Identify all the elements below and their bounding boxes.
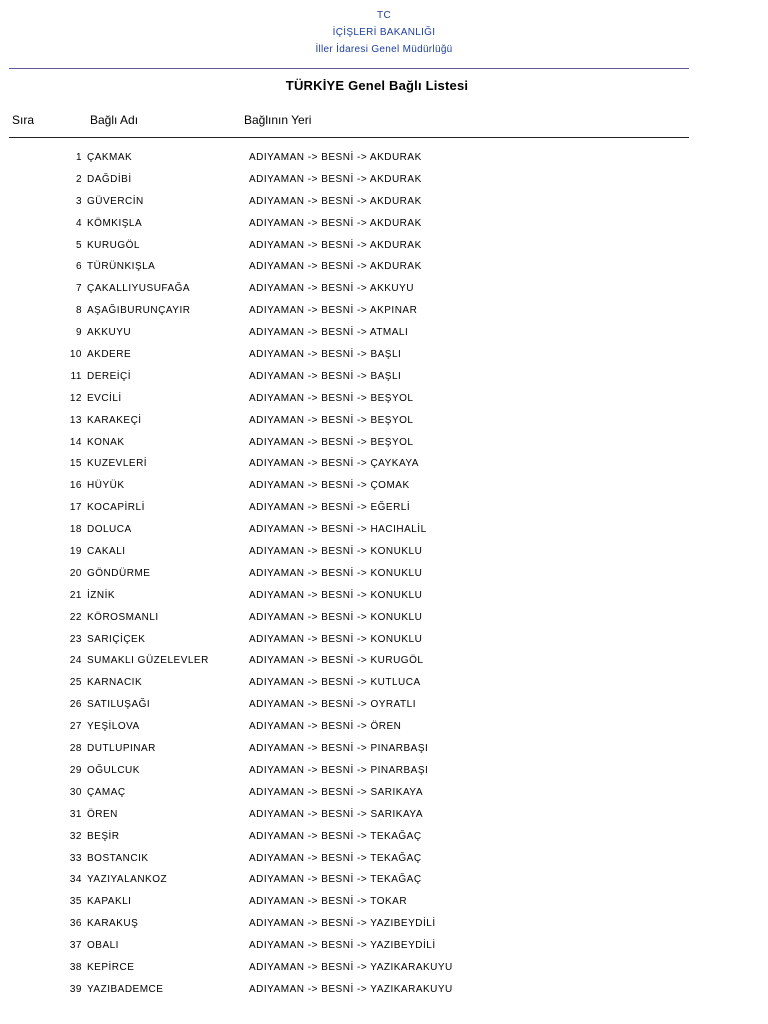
list-item: [0, 150, 768, 172]
row-bagli-adi: AKKUYU: [87, 327, 132, 339]
row-baglinin-yeri: ADIYAMAN -> BESNİ -> YAZIBEYDİLİ: [249, 918, 436, 930]
list-item: [0, 281, 768, 303]
header-ministry: İÇİŞLERİ BAKANLIĞI: [332, 27, 436, 38]
list-item: [0, 653, 768, 675]
record-list: [0, 150, 768, 1004]
row-bagli-adi: DEREİÇİ: [87, 370, 132, 382]
list-item: [0, 522, 768, 544]
row-number: 3: [75, 195, 82, 207]
header-directorate: İller İdaresi Genel Müdürlüğü: [315, 44, 453, 55]
row-baglinin-yeri: ADIYAMAN -> BESNİ -> AKDURAK: [249, 261, 422, 273]
row-baglinin-yeri: ADIYAMAN -> BESNİ -> YAZIKARAKUYU: [249, 961, 453, 973]
list-item: [0, 960, 768, 982]
list-item: [0, 194, 768, 216]
list-item: [0, 500, 768, 522]
row-number: 8: [75, 305, 82, 317]
row-number: 37: [69, 940, 82, 952]
row-bagli-adi: KURUGÖL: [87, 239, 140, 251]
row-baglinin-yeri: ADIYAMAN -> BESNİ -> EĞERLİ: [249, 502, 411, 514]
row-number: 36: [69, 918, 82, 930]
row-bagli-adi: CAKALI: [87, 546, 126, 558]
row-bagli-adi: SATILUŞAĞI: [87, 699, 151, 711]
row-bagli-adi: AKDERE: [87, 349, 132, 361]
row-bagli-adi: KAPAKLI: [87, 896, 132, 908]
list-item: [0, 872, 768, 894]
row-baglinin-yeri: ADIYAMAN -> BESNİ -> YAZIBEYDİLİ: [249, 940, 436, 952]
list-item: [0, 478, 768, 500]
column-header-bagli-adi: Bağlı Adı: [90, 113, 139, 127]
row-number: 29: [69, 764, 82, 776]
row-bagli-adi: ÇAKMAK: [87, 152, 133, 163]
row-number: 27: [69, 721, 82, 733]
row-baglinin-yeri: ADIYAMAN -> BESNİ -> BEŞYOL: [249, 436, 414, 448]
row-baglinin-yeri: ADIYAMAN -> BESNİ -> KONUKLU: [249, 589, 423, 601]
row-baglinin-yeri: ADIYAMAN -> BESNİ -> AKDURAK: [249, 217, 422, 229]
list-item: [0, 675, 768, 697]
row-number: 17: [69, 502, 82, 514]
row-number: 14: [69, 436, 82, 448]
list-item: [0, 697, 768, 719]
row-number: 2: [75, 173, 82, 185]
row-bagli-adi: TÜRÜNKIŞLA: [87, 261, 156, 273]
row-bagli-adi: OBALI: [87, 940, 119, 952]
row-number: 24: [69, 655, 82, 667]
row-baglinin-yeri: ADIYAMAN -> BESNİ -> HACIHALİL: [249, 524, 427, 536]
row-number: 7: [75, 283, 82, 295]
row-baglinin-yeri: ADIYAMAN -> BESNİ -> KUTLUCA: [249, 677, 421, 689]
row-bagli-adi: KARAKEÇİ: [87, 414, 142, 426]
row-baglinin-yeri: ADIYAMAN -> BESNİ -> KONUKLU: [249, 633, 423, 645]
list-item: [0, 216, 768, 238]
list-item: [0, 763, 768, 785]
list-item: [0, 325, 768, 347]
row-bagli-adi: HÜYÜK: [87, 480, 125, 492]
row-bagli-adi: KARAKUŞ: [87, 918, 139, 930]
row-baglinin-yeri: ADIYAMAN -> BESNİ -> AKDURAK: [249, 195, 422, 207]
list-item: [0, 391, 768, 413]
row-baglinin-yeri: ADIYAMAN -> BESNİ -> AKDURAK: [249, 239, 422, 251]
list-item: [0, 566, 768, 588]
row-bagli-adi: OĞULCUK: [87, 764, 140, 776]
row-baglinin-yeri: ADIYAMAN -> BESNİ -> SARIKAYA: [249, 808, 423, 820]
row-baglinin-yeri: ADIYAMAN -> BESNİ -> BAŞLI: [249, 370, 402, 382]
row-number: 38: [69, 961, 82, 973]
header-tc: TC: [377, 10, 391, 21]
row-baglinin-yeri: ADIYAMAN -> BESNİ -> KONUKLU: [249, 611, 423, 623]
column-header-baglinin-yeri: Bağlının Yeri: [244, 113, 312, 127]
row-bagli-adi: ÖREN: [87, 808, 118, 820]
list-item: [0, 303, 768, 325]
row-number: 9: [75, 327, 82, 339]
list-item: [0, 544, 768, 566]
list-item: [0, 369, 768, 391]
row-bagli-adi: YAZIYALANKOZ: [87, 874, 168, 886]
row-baglinin-yeri: ADIYAMAN -> BESNİ -> YAZIKARAKUYU: [249, 983, 453, 995]
row-bagli-adi: DOLUCA: [87, 524, 132, 536]
row-bagli-adi: KARNACIK: [87, 677, 143, 689]
row-baglinin-yeri: ADIYAMAN -> BESNİ -> KONUKLU: [249, 567, 423, 579]
row-bagli-adi: YAZIBADEMCE: [87, 983, 164, 995]
row-bagli-adi: BOSTANCIK: [87, 852, 149, 864]
list-item: [0, 785, 768, 807]
row-number: 11: [70, 370, 82, 382]
row-baglinin-yeri: ADIYAMAN -> BESNİ -> TEKAĞAÇ: [249, 830, 422, 842]
list-item: [0, 610, 768, 632]
row-baglinin-yeri: ADIYAMAN -> BESNİ -> BEŞYOL: [249, 392, 414, 404]
row-bagli-adi: DUTLUPINAR: [87, 743, 156, 755]
row-number: 15: [69, 458, 82, 470]
row-bagli-adi: İZNİK: [87, 589, 116, 601]
row-baglinin-yeri: ADIYAMAN -> BESNİ -> ATMALI: [249, 327, 409, 339]
row-bagli-adi: BEŞİR: [87, 830, 120, 842]
row-number: 13: [69, 414, 82, 426]
row-number: 35: [69, 896, 82, 908]
row-number: 30: [69, 786, 82, 798]
row-baglinin-yeri: ADIYAMAN -> BESNİ -> KURUGÖL: [249, 655, 424, 667]
row-number: 22: [69, 611, 82, 623]
row-bagli-adi: SARIÇİÇEK: [87, 633, 146, 645]
row-number: 5: [75, 239, 82, 251]
row-number: 32: [69, 830, 82, 842]
row-baglinin-yeri: ADIYAMAN -> BESNİ -> AKKUYU: [249, 283, 415, 295]
row-baglinin-yeri: ADIYAMAN -> BESNİ -> TEKAĞAÇ: [249, 852, 422, 864]
row-baglinin-yeri: ADIYAMAN -> BESNİ -> PINARBAŞI: [249, 743, 429, 755]
row-bagli-adi: GÖNDÜRME: [87, 567, 151, 579]
row-baglinin-yeri: ADIYAMAN -> BESNİ -> OYRATLI: [249, 699, 416, 711]
list-item: [0, 894, 768, 916]
row-bagli-adi: ÇAKALLIYUSUFAĞA: [87, 283, 191, 295]
row-number: 4: [75, 217, 82, 229]
row-bagli-adi: AŞAĞIBURUNÇAYIR: [87, 305, 191, 317]
list-item: [0, 456, 768, 478]
list-item: [0, 435, 768, 457]
row-number: 23: [69, 633, 82, 645]
list-item: [0, 632, 768, 654]
row-baglinin-yeri: ADIYAMAN -> BESNİ -> ÖREN: [249, 721, 402, 733]
row-bagli-adi: KÖROSMANLI: [87, 611, 159, 623]
row-number: 31: [69, 808, 82, 820]
row-baglinin-yeri: ADIYAMAN -> BESNİ -> ÇAYKAYA: [249, 458, 419, 470]
row-number: 16: [69, 480, 82, 492]
row-number: 1: [75, 152, 82, 163]
column-header-sira: Sıra: [12, 113, 35, 127]
page-title: TÜRKİYE Genel Bağlı Listesi: [285, 78, 469, 93]
row-bagli-adi: DAĞDİBİ: [87, 173, 132, 185]
row-baglinin-yeri: ADIYAMAN -> BESNİ -> TOKAR: [249, 896, 408, 908]
list-item: [0, 741, 768, 763]
row-bagli-adi: EVCİLİ: [87, 392, 122, 404]
row-baglinin-yeri: ADIYAMAN -> BESNİ -> BAŞLI: [249, 349, 402, 361]
row-number: 21: [69, 589, 82, 601]
row-number: 25: [69, 677, 82, 689]
header-divider: [9, 68, 689, 69]
row-number: 20: [69, 567, 82, 579]
list-item: [0, 347, 768, 369]
row-baglinin-yeri: ADIYAMAN -> BESNİ -> ÇOMAK: [249, 480, 410, 492]
row-number: 18: [69, 524, 82, 536]
row-baglinin-yeri: ADIYAMAN -> BESNİ -> BEŞYOL: [249, 414, 414, 426]
row-bagli-adi: GÜVERCİN: [87, 195, 144, 207]
row-number: 10: [69, 349, 82, 361]
row-bagli-adi: KUZEVLERİ: [87, 458, 148, 470]
row-bagli-adi: SUMAKLI GÜZELEVLER: [87, 655, 209, 667]
list-item: [0, 588, 768, 610]
row-number: 19: [69, 546, 82, 558]
row-number: 39: [69, 983, 82, 995]
list-item: [0, 851, 768, 873]
row-bagli-adi: ÇAMAÇ: [87, 786, 126, 798]
list-item: [0, 938, 768, 960]
row-number: 34: [69, 874, 82, 886]
row-bagli-adi: KEPİRCE: [87, 961, 135, 973]
row-number: 28: [69, 743, 82, 755]
row-bagli-adi: KONAK: [87, 436, 125, 448]
list-item: [0, 238, 768, 260]
row-baglinin-yeri: ADIYAMAN -> BESNİ -> SARIKAYA: [249, 786, 423, 798]
list-item: [0, 413, 768, 435]
row-number: 12: [69, 392, 82, 404]
list-item: [0, 172, 768, 194]
row-number: 26: [69, 699, 82, 711]
list-item: [0, 829, 768, 851]
row-baglinin-yeri: ADIYAMAN -> BESNİ -> AKDURAK: [249, 173, 422, 185]
row-bagli-adi: KOCAPİRLİ: [87, 502, 145, 514]
row-baglinin-yeri: ADIYAMAN -> BESNİ -> AKDURAK: [249, 152, 422, 163]
row-number: 6: [75, 261, 82, 273]
list-item: [0, 982, 768, 1004]
row-baglinin-yeri: ADIYAMAN -> BESNİ -> AKPINAR: [249, 305, 418, 317]
row-baglinin-yeri: ADIYAMAN -> BESNİ -> PINARBAŞI: [249, 764, 429, 776]
row-bagli-adi: YEŞİLOVA: [87, 721, 140, 733]
row-baglinin-yeri: ADIYAMAN -> BESNİ -> KONUKLU: [249, 546, 423, 558]
list-item: [0, 916, 768, 938]
list-item: [0, 719, 768, 741]
list-item: [0, 259, 768, 281]
row-baglinin-yeri: ADIYAMAN -> BESNİ -> TEKAĞAÇ: [249, 874, 422, 886]
column-header-divider: [9, 137, 689, 138]
row-number: 33: [69, 852, 82, 864]
list-item: [0, 807, 768, 829]
row-bagli-adi: KÖMKIŞLA: [87, 217, 143, 229]
